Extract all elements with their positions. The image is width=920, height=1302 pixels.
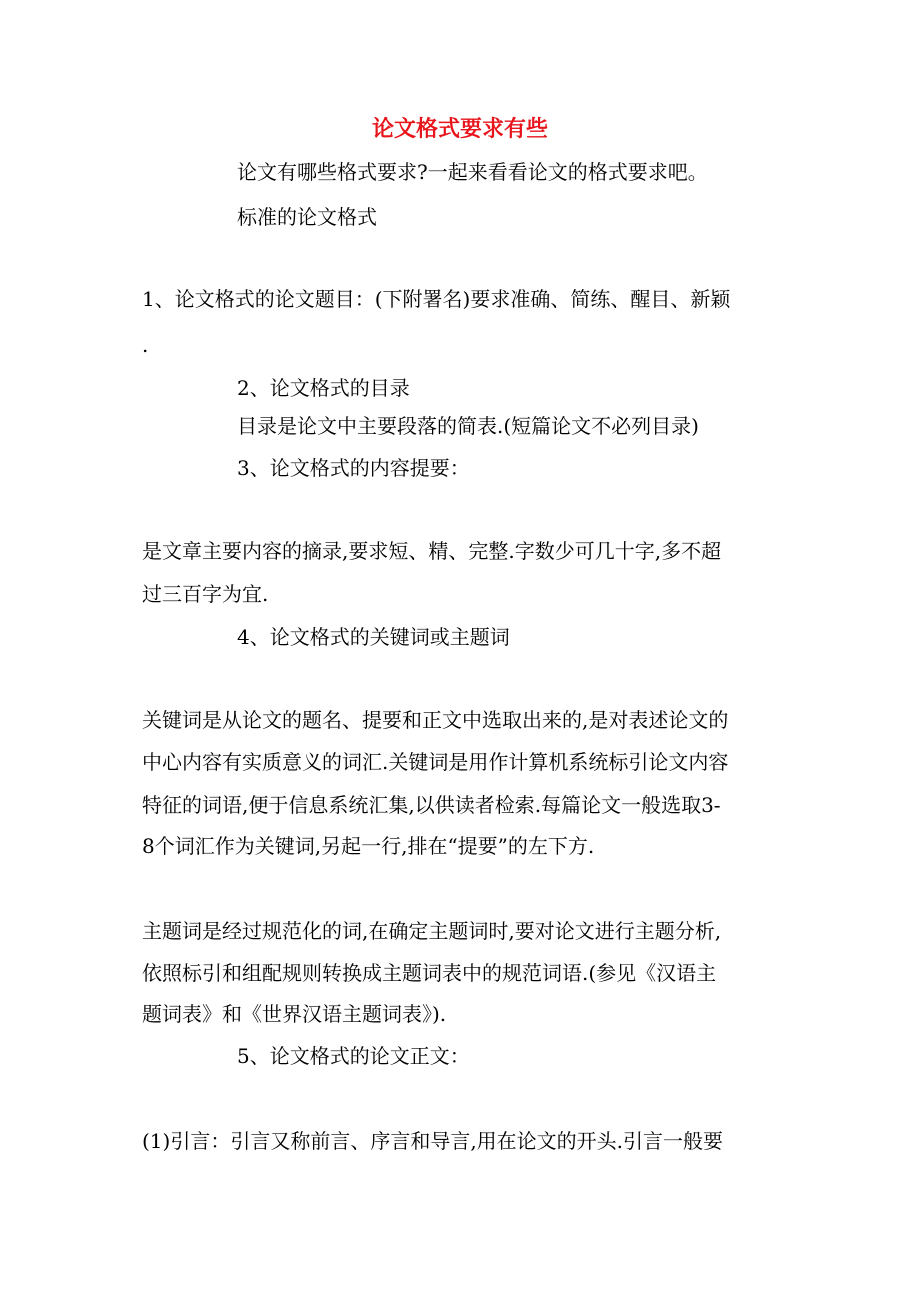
paragraph-line: 题词表》和《世界汉语主题词表》). [142,1002,447,1026]
intro-line: 论文有哪些格式要求?一起来看看论文的格式要求吧。 [237,160,708,184]
section-heading-body: 5、论文格式的论文正文： [237,1044,470,1068]
paragraph-line: 8个词汇作为关键词,另起一行,排在“提要”的左下方. [142,834,595,858]
paragraph-line: 过三百字为宜. [142,582,269,606]
section-heading-standard-format: 标准的论文格式 [237,205,377,229]
paragraph-line: . [142,333,149,357]
paragraph-line: 主题词是经过规范化的词,在确定主题词时,要对论文进行主题分析, [142,919,722,943]
section-heading-toc: 2、论文格式的目录 [237,376,410,400]
paragraph-line: 特征的词语,便于信息系统汇集,以供读者检索.每篇论文一般选取3- [142,793,721,817]
section-heading-abstract: 3、论文格式的内容提要： [237,456,470,480]
paragraph-line: 依照标引和组配规则转换成主题词表中的规范词语.(参见《汉语主 [142,961,717,985]
paragraph-line: (1)引言：引言又称前言、序言和导言,用在论文的开头.引言一般要 [142,1129,724,1153]
paragraph-line: 是文章主要内容的摘录,要求短、精、完整.字数少可几十字,多不超 [142,539,722,563]
paragraph-line: 关键词是从论文的题名、提要和正文中选取出来的,是对表述论文的 [142,708,729,732]
document-title: 论文格式要求有些 [371,116,548,142]
paragraph-line: 中心内容有实质意义的词汇.关键词是用作计算机系统标引论文内容 [142,750,729,774]
section-heading-keywords: 4、论文格式的关键词或主题词 [237,625,510,649]
paragraph-line: 1、论文格式的论文题目：(下附署名)要求准确、简练、醒目、新颖 [142,287,731,311]
paragraph-line: 目录是论文中主要段落的简表.(短篇论文不必列目录) [237,414,699,438]
